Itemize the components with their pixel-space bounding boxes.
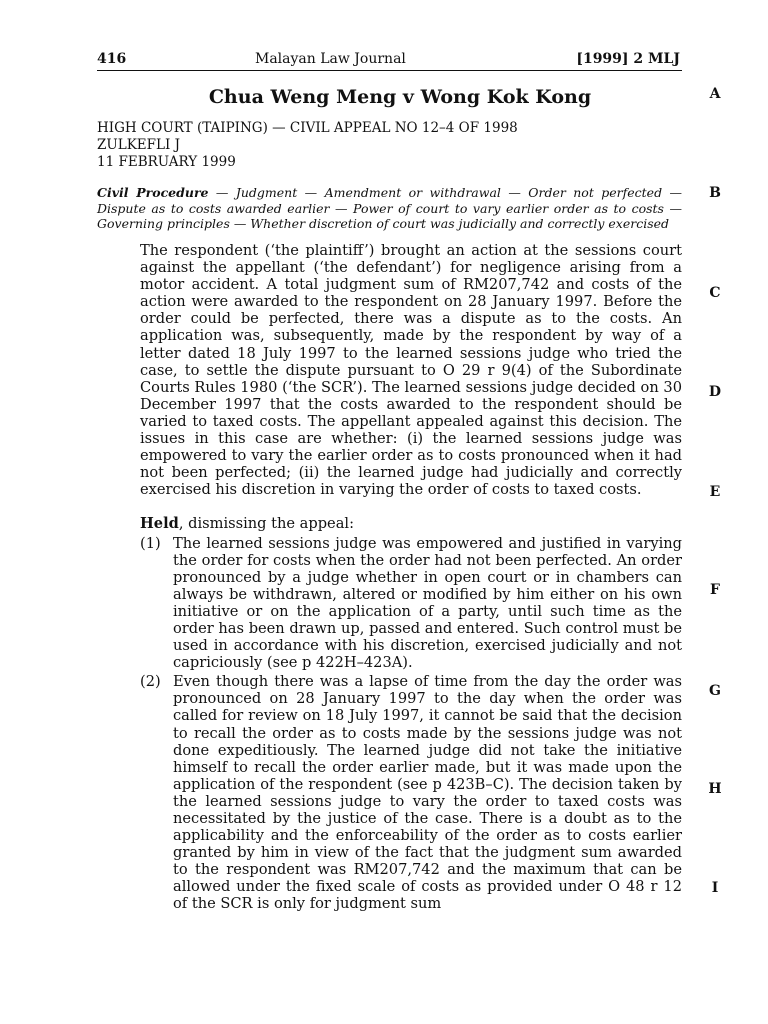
margin-letter-h: H	[708, 781, 722, 797]
catchwords-lead: Civil Procedure	[97, 185, 209, 200]
header-rule	[97, 70, 682, 71]
margin-letter-b: B	[709, 185, 721, 201]
held-label: Held	[140, 515, 179, 533]
catchwords-text: — Judgment — Amendment or withdrawal — Order not perfected — Dispute as to costs awarded earlier — Power of court to vary earlier order as to costs — Governing principles — Whether discretion of court was judicially and correctly exercised	[97, 185, 682, 232]
margin-letter-a: A	[709, 86, 721, 102]
held-item-number: (2)	[140, 673, 161, 691]
case-summary: The respondent (‘the plaintiff’) brought an action at the sessions court against the appellant (‘the defendant’) for negligence arising from a motor accident. A total judgment sum of RM207,742 and costs of the action were awarded to the respondent on 28 January 1997. Before the order could be perfected, there was a dispute as to the costs. An application was, subsequently, made by the respondent by way of a letter dated 18 July 1997 to the learned sessions judge who tried the case, to settle the dispute pursuant to O 29 r 9(4) of the Subordinate Courts Rules 1980 (‘the SCR’). The learned sessions judge decided on 30 December 1997 that the costs awarded to the respondent should be varied to taxed costs. The appellant appealed against this decision. The issues in this case are whether: (i) the learned sessions judge was empowered to vary the earlier order as to costs pronounced when it had not been perfected; (ii) the learned judge had judicially and correctly exercised his discretion in varying the order of costs to taxed costs.	[140, 242, 682, 499]
margin-letter-d: D	[708, 384, 722, 400]
running-header	[97, 50, 680, 72]
held-rest: , dismissing the appeal:	[178, 515, 354, 533]
journal-name: Malayan Law Journal	[255, 51, 406, 67]
case-details	[97, 120, 657, 171]
held-item-text: Even though there was a lapse of time from the day the order was pronounced on 28 January 1997 to the day when the order was called for review on 18 July 1997, it cannot be said that the decision to recall the order as to costs made by the sessions judge was not done expeditiously. The learned judge did not take the initiative himself to recall the order earlier made, but it was made upon the application of the respondent (see p 423B–C). The decision taken by the learned sessions judge to vary the order to taxed costs was necessitated by the justice of the case. There is a doubt as to the applicability and the enforceability of the order as to costs earlier granted by him in view of the fact that the judgment sum awarded to the respondent was RM207,742 and the maximum that can be allowed under the fixed scale of costs as provided under O 48 r 12 of the SCR is only for judgment sum	[173, 673, 682, 913]
margin-letter-c: C	[709, 285, 721, 301]
judge-line: ZULKEFLI J	[97, 137, 181, 153]
held-heading	[140, 515, 682, 532]
margin-letter-f: F	[710, 582, 720, 598]
held-item	[140, 673, 682, 912]
held-item-number: (1)	[140, 534, 161, 552]
headnote-body	[140, 242, 682, 913]
date-line: 11 FEBRUARY 1999	[97, 154, 236, 170]
court-line: HIGH COURT (TAIPING) — CIVIL APPEAL NO 12–4 OF 1998	[97, 120, 518, 136]
margin-letter-e: E	[709, 484, 721, 500]
page-number: 416	[97, 51, 127, 67]
margin-letter-i: I	[711, 880, 719, 896]
case-title: Chua Weng Meng v Wong Kok Kong	[208, 86, 592, 108]
margin-letter-g: G	[709, 683, 721, 699]
held-item	[140, 535, 682, 672]
report-citation: [1999] 2 MLJ	[576, 51, 680, 67]
held-item-text: The learned sessions judge was empowered and justified in varying the order for costs when the order had not been perfected. An order pronounced by a judge whether in open court or in chambers can always be withdrawn, altered or modified by him either on his own initiative or on the application of a party, until such time as the order has been drawn up, passed and entered. Such control must be used in accordance with his discretion, exercised judicially and not capriciously (see p 422H–423A).	[173, 534, 682, 672]
catchwords	[97, 185, 682, 232]
